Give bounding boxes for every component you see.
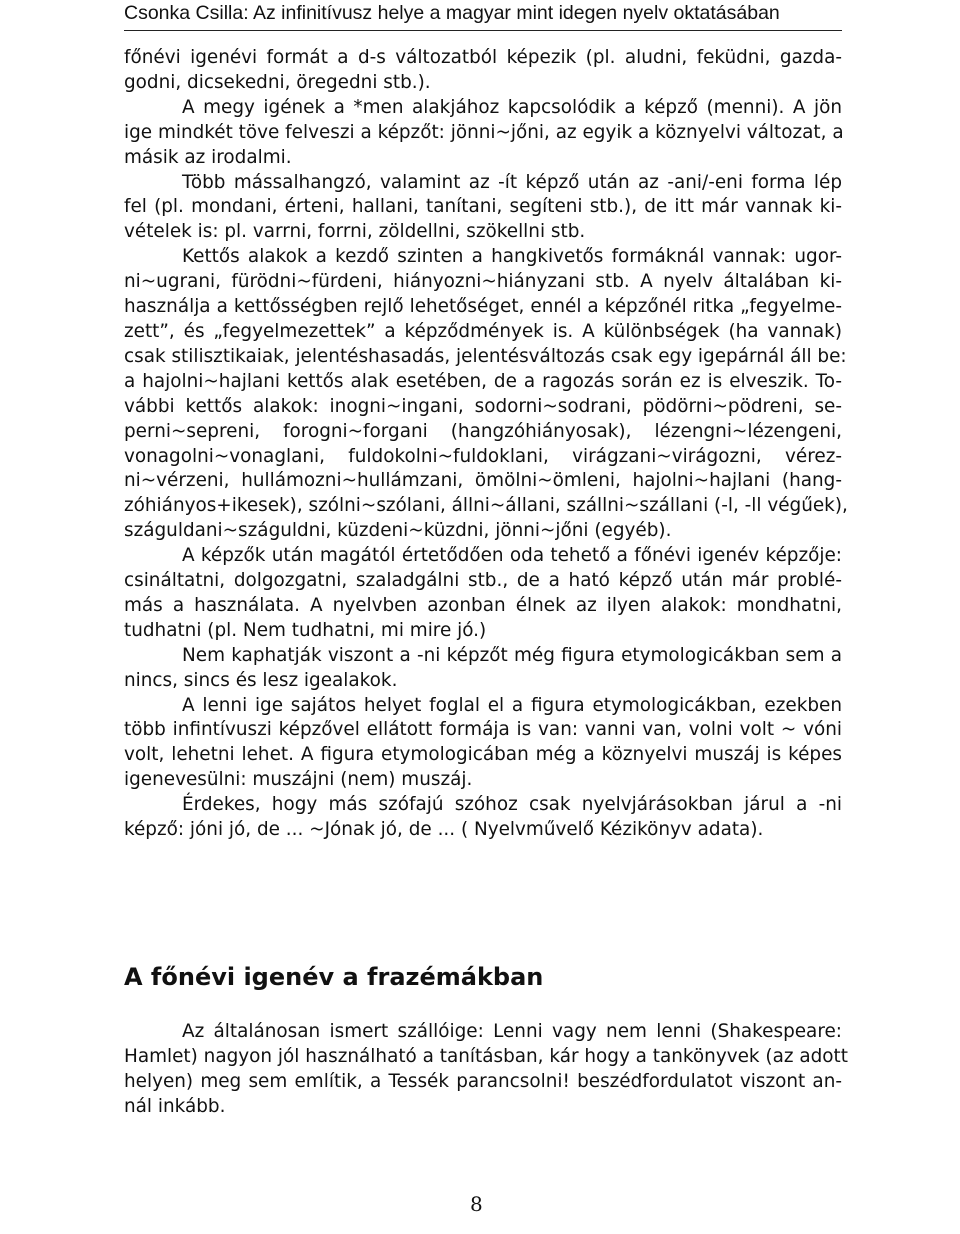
page-number: 8 (470, 1192, 483, 1216)
text-line: használja a kettősségben rejlő lehetőséget, ennél a képzőnél ritka „fegyelme- (124, 296, 842, 318)
text-line: nincs, sincs és lesz igealakok. (124, 669, 398, 691)
body-text (124, 46, 848, 843)
text-line: volt, lehetni lehet. A figura etymologicában még a köznyelvi muszáj is képes (124, 744, 842, 766)
text-line: godni, dicsekedni, öregedni stb.). (124, 71, 431, 93)
paragraph (124, 1020, 848, 1120)
text-line: Hamlet) nagyon jól használható a tanításban, kár hogy a tankönyvek (az adott (124, 1045, 848, 1067)
text-line: A megy igének a *men alakjához kapcsolódik a képző (menni). A jön (182, 96, 842, 118)
text-line: főnévi igenévi formát a d-s változatból képezik (pl. aludni, feküdni, gazda- (124, 47, 842, 68)
text-line: perni~sepreni, forogni~forgani (hangzóhiányosak), lézengni~lézengeni, (124, 420, 842, 442)
text-line: másik az irodalmi. (124, 146, 292, 168)
text-line: Az általánosan ismert szállóige: Lenni vagy nem lenni (Shakespeare: (182, 1021, 842, 1042)
text-line: Több mássalhangzó, valamint az -ít képző után az -ani/-eni forma lép (182, 171, 842, 193)
paragraph (124, 544, 842, 644)
text-line: ni~ugrani, fürödni~fürdeni, hiányozni~hiányzani stb. A nyelv általában ki- (124, 271, 842, 293)
paragraph (124, 694, 842, 794)
text-line: vonagolni~vonaglani, fuldokolni~fuldoklani, virágzani~virágozni, vérez- (124, 445, 842, 467)
text-line: fel (pl. mondani, érteni, hallani, tanítani, segíteni stb.), de itt már vannak ki- (124, 196, 842, 218)
text-line: ni~vérzeni, hullámozni~hullámzani, ömölni~ömleni, hajolni~hajlani (hang- (124, 470, 842, 492)
paragraph (124, 46, 842, 96)
text-line: Kettős alakok a kezdő szinten a hangkivetős formáknál vannak: ugor- (182, 246, 842, 268)
section-heading: A főnévi igenév a frazémákban (124, 963, 544, 991)
paragraph (124, 793, 842, 843)
text-line: más a használata. A nyelvben azonban élnek az ilyen alakok: mondhatni, (124, 594, 842, 616)
text-line: több infintívuszi képzővel ellátott formája is van: vanni van, volni volt ~ vóni (124, 719, 842, 741)
paragraph (124, 644, 842, 694)
text-line: vábbi kettős alakok: inogni~ingani, sodorni~sodrani, pödörni~pödreni, se- (124, 395, 842, 417)
paragraph (124, 245, 848, 544)
text-line: A lenni ige sajátos helyet foglal el a figura etymologicákban, ezekben (182, 694, 842, 716)
text-line: igenevesülni: muszájni (nem) muszáj. (124, 769, 473, 791)
text-line: Nem kaphatják viszont a -ni képzőt még figura etymologicákban sem a (182, 644, 842, 666)
text-line: Érdekes, hogy más szófajú szóhoz csak nyelvjárásokban járul a -ni (182, 794, 842, 816)
text-line: száguldani~száguldni, küzdeni~küzdni, jönni~jőni (egyéb). (124, 520, 672, 542)
paragraph (124, 171, 842, 246)
text-line: nál inkább. (124, 1095, 226, 1117)
text-line: helyen) meg sem említik, a Tessék parancsolni! beszédfordulatot viszont an- (124, 1070, 842, 1092)
text-line: zett”, és „fegyelmezettek” a képződmények is. A különbségek (ha vannak) (124, 320, 842, 342)
text-line: képző: jóni jó, de ... ~Jónak jó, de ... ( Nyelvművelő Kézikönyv adata). (124, 819, 764, 841)
running-header: Csonka Csilla: Az infinitívusz helye a magyar mint idegen nyelv oktatásában (124, 2, 842, 31)
text-line: vételek is: pl. varrni, forrni, zöldellni, szökellni stb. (124, 221, 586, 243)
text-line: tudhatni (pl. Nem tudhatni, mi mire jó.) (124, 619, 487, 641)
text-line: a hajolni~hajlani kettős alak esetében, de a ragozás során ez is elveszik. To- (124, 370, 842, 392)
text-line: A képzők után magától értetődően oda tehető a főnévi igenév képzője: (182, 545, 842, 567)
paragraph (124, 96, 842, 171)
text-line: csak stilisztikaiak, jelentéshasadás, jelentésváltozás csak egy igepárnál áll be: (124, 345, 847, 367)
text-line: csináltatni, dolgozgatni, szaladgálni stb., de a ható képző után már problé- (124, 570, 842, 592)
text-line: zóhiányos+ikesek), szólni~szólani, állni~állani, szállni~szállani (-l, -ll végűek), (124, 495, 848, 517)
section-body-text (124, 1020, 848, 1120)
text-line: ige mindkét töve felveszi a képzőt: jönni~jőni, az egyik a köznyelvi változat, a (124, 121, 844, 143)
